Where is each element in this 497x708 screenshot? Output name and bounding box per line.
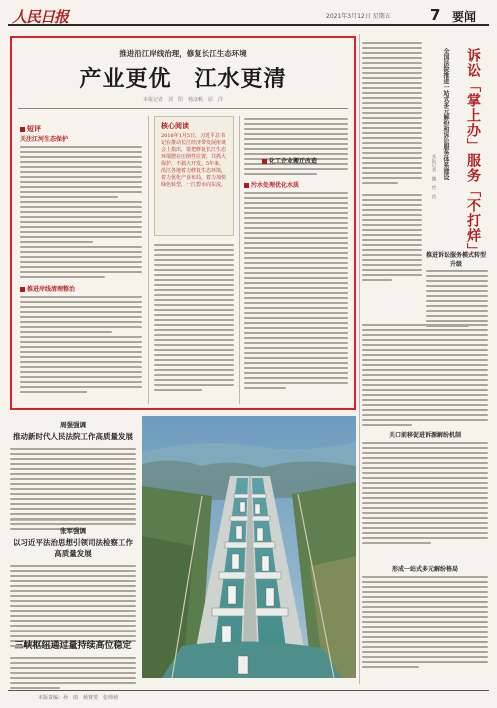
court-body-sub3 xyxy=(362,576,488,671)
comment-marker-icon xyxy=(20,127,25,132)
comment-subtitle: 关注江河生态保护 xyxy=(20,136,69,143)
column-divider-2 xyxy=(239,116,240,404)
core-reading-text: 2016年1月5日，习近平总书记在推动长江经济带发展座谈会上指出，要把修复长江生态环境摆在压倒性位置，共抓大保护、不搞大开发。5年来，沿江各地着力修复生态环境，着力优化产业布局，着力加快绿色转型，一江碧水向东流。 xyxy=(161,133,227,188)
article-byline: 本报记者 刘 阳 杨彦帆 原 洋 xyxy=(142,97,223,103)
article-headline: 产业更优 江水更清 xyxy=(79,67,287,92)
subhead-marker-icon xyxy=(262,159,267,164)
court-kicker: 全国法院推进一站式多元解纷和诉讼服务体系建设 xyxy=(442,48,449,180)
news-1-title: 推动新时代人民法院工作高质量发展 xyxy=(13,432,133,441)
core-reading-box xyxy=(154,116,234,236)
page-number: 7 xyxy=(430,6,441,24)
news-divider-1 xyxy=(10,520,136,521)
news-2-body xyxy=(10,565,136,647)
court-headline: 诉讼「掌上办」服务「不打烊」 xyxy=(465,48,481,258)
footer-editors: 本版责编：孙 雨 杨赛斐 张帅祯 xyxy=(38,695,119,701)
comment-label xyxy=(20,124,41,134)
section-name: 要闻 xyxy=(452,10,477,24)
news-1-kicker: 周强强调 xyxy=(60,421,86,429)
court-body-sub2 xyxy=(362,442,488,547)
comment-body-text xyxy=(20,146,142,281)
news-2-kicker: 张军强调 xyxy=(60,527,86,535)
news-zhou-qiang[interactable] xyxy=(10,420,136,533)
court-subhead-3: 形成一站式多元解纷格局 xyxy=(391,566,458,573)
article-kicker: 推进沿江岸线治理，修复长江生态环境 xyxy=(119,49,247,58)
right-column-divider xyxy=(359,34,360,684)
core-reading-title: 核心阅读 xyxy=(161,122,189,130)
body-text-col3-bottom xyxy=(244,192,348,392)
court-subhead-1: 推进诉讼服务模式转型升级 xyxy=(425,252,486,268)
court-body-top xyxy=(362,42,422,187)
court-body-wide xyxy=(362,324,488,429)
issue-date: 2021年3月12日 星期五 xyxy=(326,13,391,20)
masthead xyxy=(8,6,489,26)
news-2-title: 以习近平法治思想引领司法检察工作高质量发展 xyxy=(13,538,133,558)
subhead-chemical xyxy=(262,156,317,165)
news-3-body xyxy=(10,657,136,689)
subhead-marker-icon xyxy=(20,287,25,292)
court-subhead-2: 关口前移促进诉源解纷机制 xyxy=(388,432,461,439)
body-text-col1 xyxy=(20,296,142,396)
court-article[interactable] xyxy=(362,34,489,674)
news-1-body xyxy=(10,448,136,530)
court-body-sub1 xyxy=(426,270,488,330)
subhead-shoreline-text: 推进岸线清理整治 xyxy=(27,286,76,293)
headline-divider xyxy=(18,108,348,109)
court-byline: 本报记者 魏 哲 哲 xyxy=(431,154,436,199)
page-footer xyxy=(8,690,489,702)
subhead-shoreline xyxy=(20,284,75,293)
news-3-title: 三峡枢纽通过量持续高位稳定 xyxy=(14,641,132,651)
newspaper-logo: 人民日报 xyxy=(12,8,69,26)
news-zhang-jun[interactable] xyxy=(10,526,136,650)
comment-title: 短评 xyxy=(27,125,41,133)
subhead-sewage-text: 污水处理优化水质 xyxy=(251,182,300,189)
body-text-col3-top xyxy=(244,118,348,178)
subhead-chemical-text: 化工企业搬迁改造 xyxy=(269,158,318,165)
aerial-photo-illustration xyxy=(142,416,356,678)
court-body-mid xyxy=(362,194,422,284)
column-divider-1 xyxy=(148,116,149,404)
news-three-gorges[interactable] xyxy=(10,636,136,692)
news-divider-2 xyxy=(10,630,136,631)
body-text-col2 xyxy=(154,244,234,394)
subhead-sewage xyxy=(244,180,299,189)
three-gorges-locks-photo xyxy=(142,416,356,678)
main-article-highlighted[interactable] xyxy=(10,36,356,410)
subhead-marker-icon xyxy=(244,183,249,188)
